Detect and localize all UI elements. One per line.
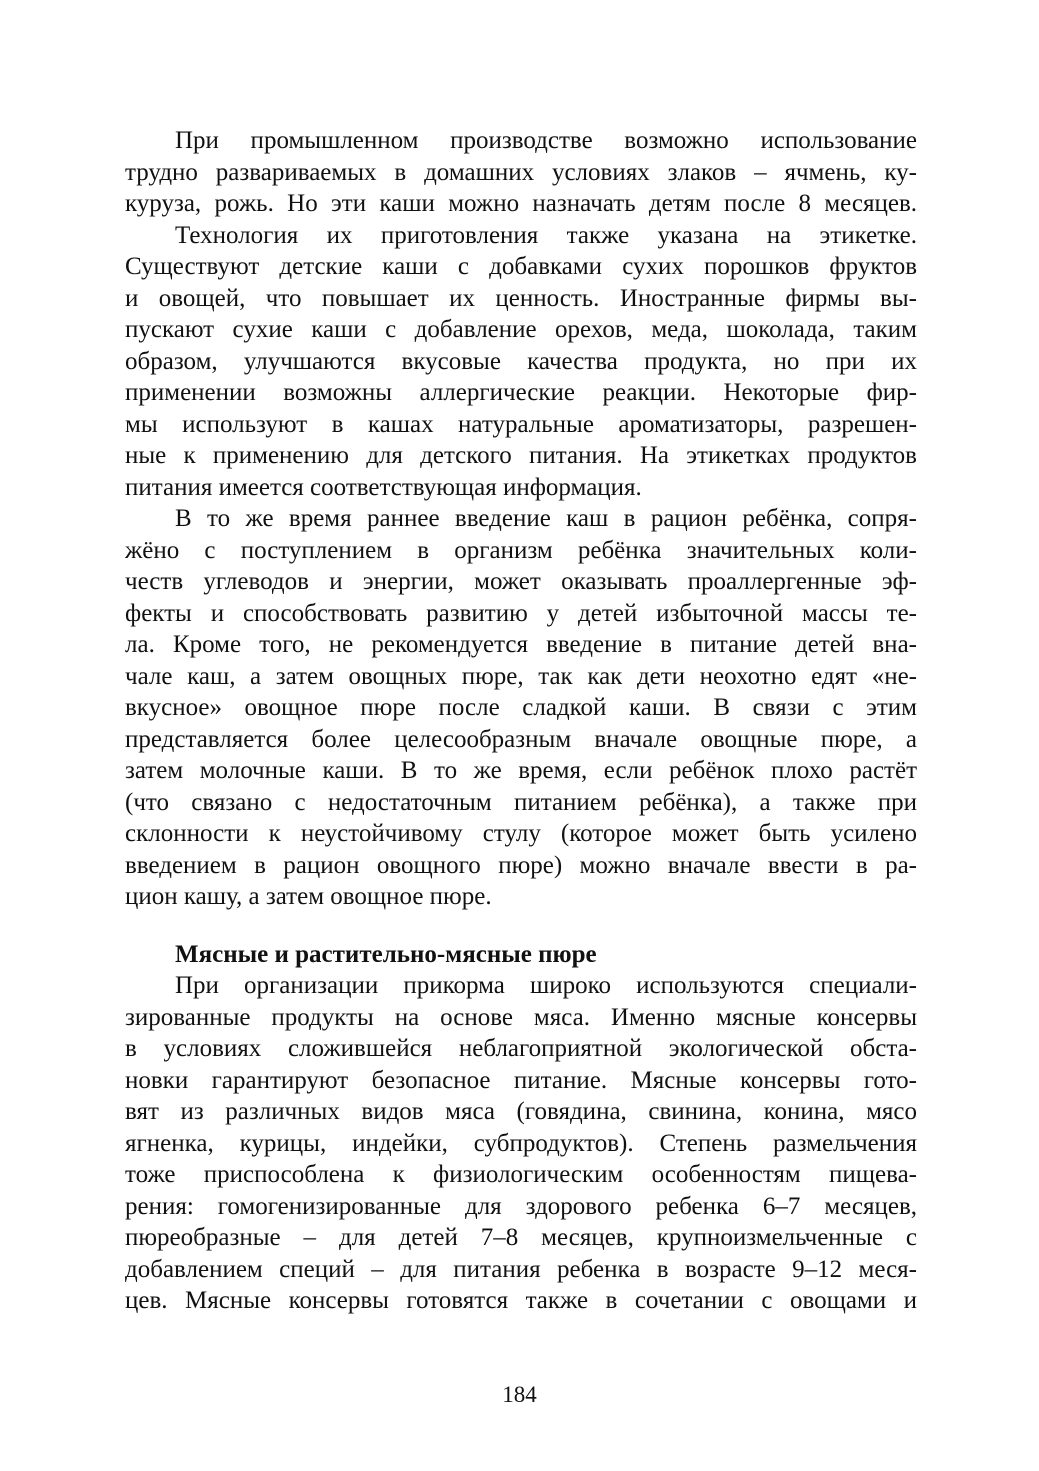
text-line: рения: гомогенизированные для здорового ребенка 6–7 месяцев,: [125, 1192, 917, 1220]
text-line: в условиях сложившейся неблагоприятной экологической обста-: [125, 1035, 917, 1062]
text-line: тоже приспособлена к физиологическим особенностям пищева-: [125, 1161, 917, 1188]
text-line: добавлением специй – для питания ребенка в возрасте 9–12 меся-: [125, 1255, 917, 1283]
text-line: представляется более целесообразным вначале овощные пюре, а: [125, 725, 917, 753]
text-line: В то же время раннее введение каш в рацион ребёнка, сопря-: [175, 505, 917, 532]
page-body: [125, 125, 917, 1317]
text-line: цион кашу, а затем овощное пюре.: [125, 883, 492, 910]
text-line: При промышленном производстве возможно использование: [175, 127, 917, 154]
text-line: ягненка, курицы, индейки, субпродуктов). Степень размельчения: [125, 1129, 917, 1157]
paragraph-1: [125, 125, 917, 220]
text-line: При организации прикорма широко используются специали-: [175, 972, 917, 999]
text-line: и овощей, что повышает их ценность. Иностранные фирмы вы-: [125, 284, 917, 312]
text-line: ла. Кроме того, не рекомендуется введение в питание детей вна-: [125, 631, 917, 658]
text-line: пускают сухие каши с добавление орехов, меда, шоколада, таким: [125, 316, 917, 343]
text-line: образом, улучшаются вкусовые качества продукта, но при их: [125, 347, 917, 375]
text-line: честв углеводов и энергии, может оказывать проаллергенные эф-: [125, 568, 917, 595]
text-line: новки гарантируют безопасное питание. Мясные консервы гото-: [125, 1066, 917, 1094]
page-number: 184: [502, 1382, 537, 1407]
text-line: Существуют детские каши с добавками сухих порошков фруктов: [125, 253, 917, 280]
text-line: Технология их приготовления также указана на этикетке.: [175, 221, 917, 249]
text-line: зированные продукты на основе мяса. Именно мясные консервы: [125, 1003, 917, 1031]
text-line: ные к применению для детского питания. На этикетках продуктов: [125, 442, 917, 469]
text-line: куруза, рожь. Но эти каши можно назначать детям после 8 месяцев.: [125, 190, 917, 217]
text-line: применении возможны аллергические реакции. Некоторые фир-: [125, 379, 917, 406]
text-line: питания имеется соответствующая информация.: [125, 473, 642, 501]
paragraph-3: [125, 503, 917, 913]
text-line: (что связано с недостаточным питанием ребёнка), а также при: [125, 788, 917, 816]
text-line: чале каш, а затем овощных пюре, так как дети неохотно едят «не-: [125, 662, 917, 690]
text-line: вят из различных видов мяса (говядина, свинина, конина, мясо: [125, 1098, 917, 1125]
section-meat-puree: [125, 939, 917, 1317]
text-line: жёно с поступлением в организм ребёнка значительных коли-: [125, 536, 917, 564]
text-line: введением в рацион овощного пюре) можно вначале ввести в ра-: [125, 851, 917, 879]
text-line: затем молочные каши. В то же время, если ребёнок плохо растёт: [125, 757, 917, 784]
text-line: склонности к неустойчивому стулу (которое может быть усилено: [125, 820, 917, 847]
text-line: вкусное» овощное пюре после сладкой каши. В связи с этим: [125, 694, 917, 721]
text-line: цев. Мясные консервы готовятся также в сочетании с овощами и: [125, 1287, 917, 1314]
text-line: трудно развариваемых в домашних условиях злаков – ячмень, ку-: [125, 158, 917, 186]
text-line: пюреобразные – для детей 7–8 месяцев, крупноизмельченные с: [125, 1224, 917, 1251]
text-line: мы используют в кашах натуральные ароматизаторы, разрешен-: [125, 410, 917, 438]
section-heading: Мясные и растительно-мясные пюре: [175, 940, 597, 968]
text-line: фекты и способствовать развитию у детей избыточной массы те-: [125, 599, 917, 627]
paragraph-2: [125, 220, 917, 504]
section-gap: [125, 913, 917, 939]
